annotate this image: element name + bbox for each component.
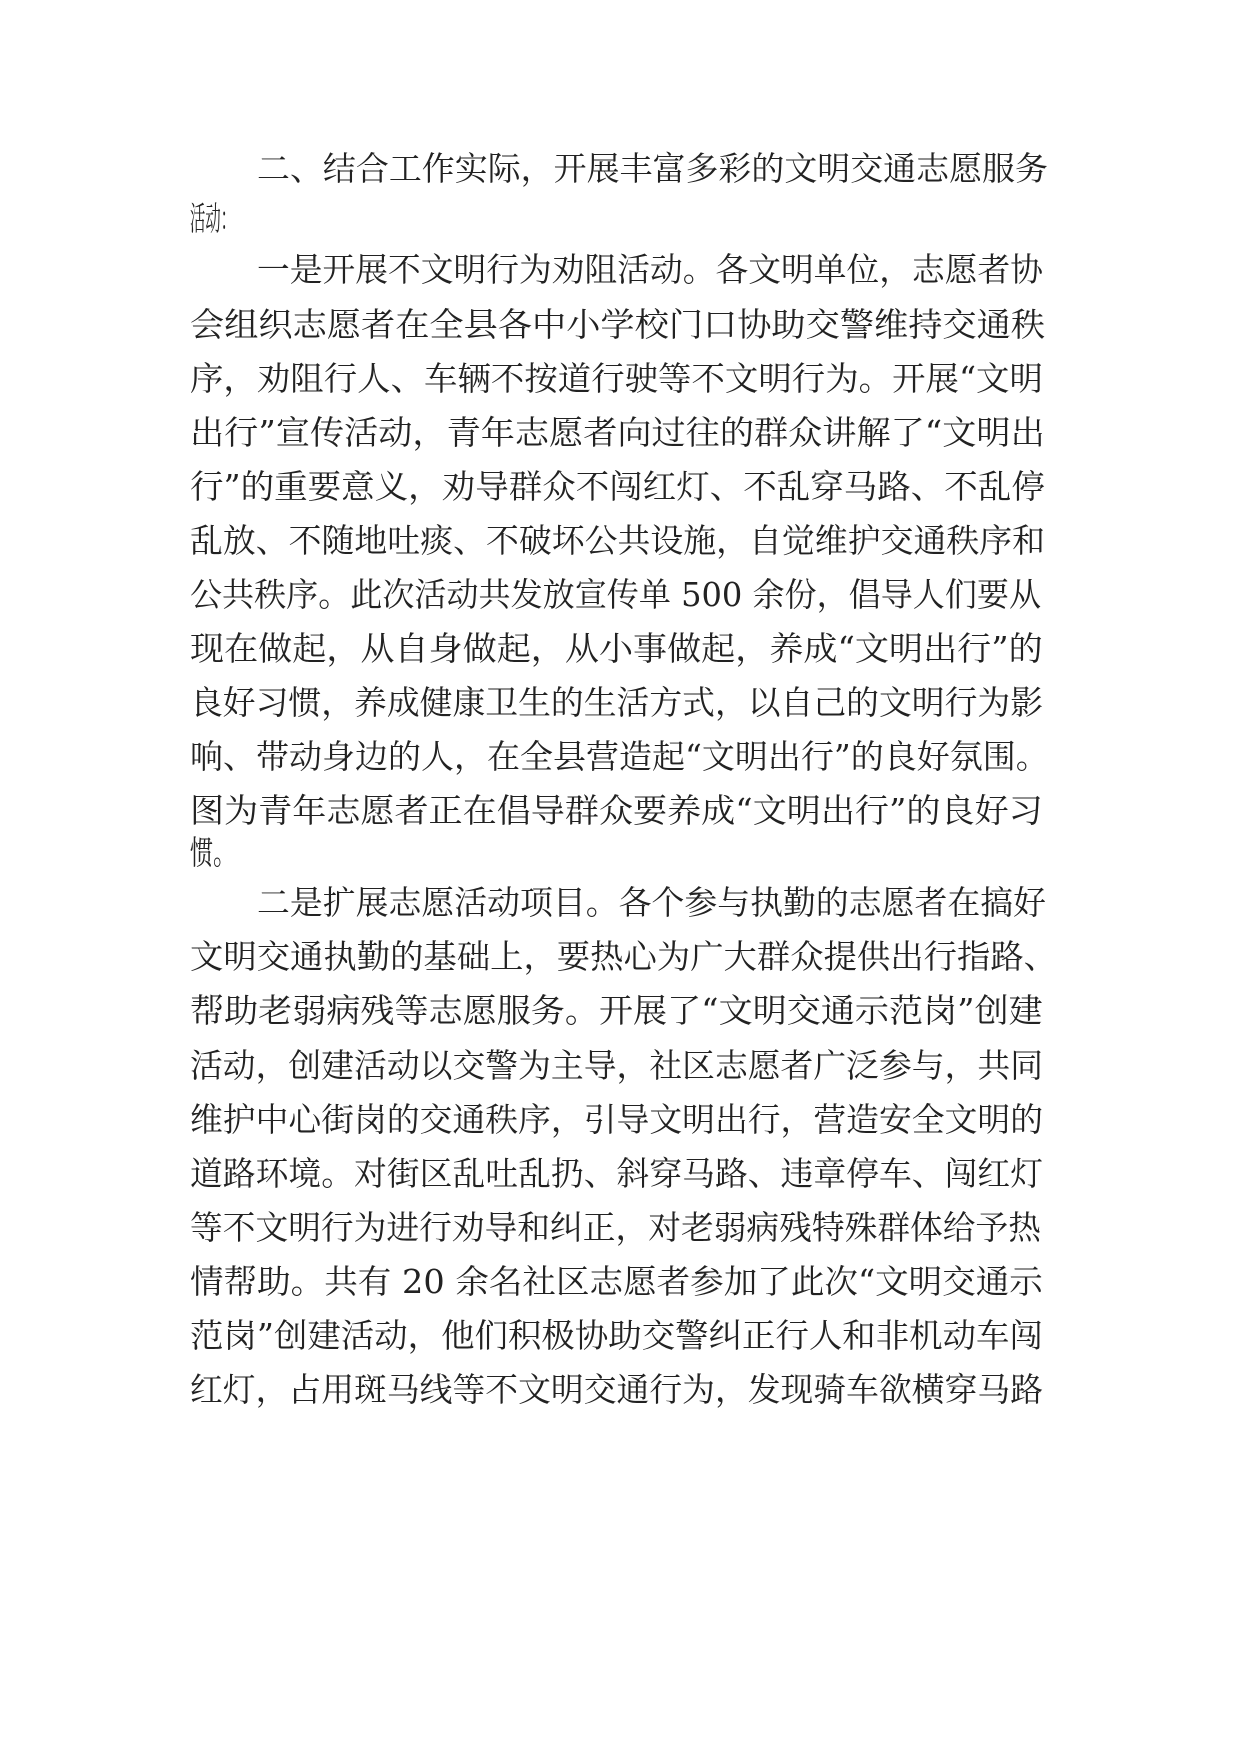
text-line: 道路环境。对街区乱吐乱扔、斜穿马路、违章停车、闯红灯 — [190, 1154, 1044, 1193]
text-line: 二是扩展志愿活动项目。各个参与执勤的志愿者在搞好 — [257, 883, 1046, 922]
text-line: 维护中心街岗的交通秩序，引导文明出行，营造安全文明的 — [190, 1100, 1044, 1139]
text-line: 活动，创建活动以交警为主导，社区志愿者广泛参与，共同 — [190, 1046, 1044, 1085]
text-line: 公共秩序。此次活动共发放宣传单 500 余份，倡导人们要从 — [190, 575, 1042, 614]
text-line: 序，劝阻行人、车辆不按道行驶等不文明行为。开展“文明 — [190, 359, 1043, 398]
text-line: 范岗”创建活动，他们积极协助交警纠正行人和非机动车闯 — [190, 1316, 1043, 1355]
text-line: 一是开展不文明行为劝阻活动。各文明单位，志愿者协 — [257, 250, 1043, 289]
text-line: 会组织志愿者在全县各中小学校门口协助交警维持交通秩 — [190, 305, 1046, 344]
text-line: 图为青年志愿者正在倡导群众要养成“文明出行”的良好习 — [190, 791, 1043, 830]
text-line: 行”的重要意义，劝导群众不闯红灯、不乱穿马路、不乱停 — [190, 467, 1045, 506]
text-line: 乱放、不随地吐痰、不破坏公共设施，自觉维护交通秩序和 — [190, 521, 1045, 560]
text-line: 文明交通执勤的基础上，要热心为广大群众提供出行指路、 — [190, 937, 1058, 976]
text-line: 活动： — [190, 199, 236, 238]
text-line: 惯。 — [190, 833, 237, 872]
text-line: 帮助老弱病残等志愿服务。开展了“文明交通示范岗”创建 — [190, 991, 1043, 1030]
text-line: 良好习惯，养成健康卫生的生活方式，以自己的文明行为影 — [190, 683, 1044, 722]
text-line: 等不文明行为进行劝导和纠正，对老弱病残特殊群体给予热 — [190, 1208, 1041, 1247]
text-line: 情帮助。共有 20 余名社区志愿者参加了此次“文明交通示 — [190, 1262, 1043, 1301]
text-line: 现在做起，从自身做起，从小事做起，养成“文明出行”的 — [190, 629, 1043, 668]
text-line: 出行”宣传活动，青年志愿者向过往的群众讲解了“文明出 — [190, 413, 1045, 452]
text-line: 响、带动身边的人，在全县营造起“文明出行”的良好氛围。 — [190, 737, 1049, 776]
text-line: 红灯，占用斑马线等不文明交通行为，发现骑车欲横穿马路 — [190, 1370, 1044, 1409]
text-line: 二、结合工作实际，开展丰富多彩的文明交通志愿服务 — [257, 149, 1048, 188]
